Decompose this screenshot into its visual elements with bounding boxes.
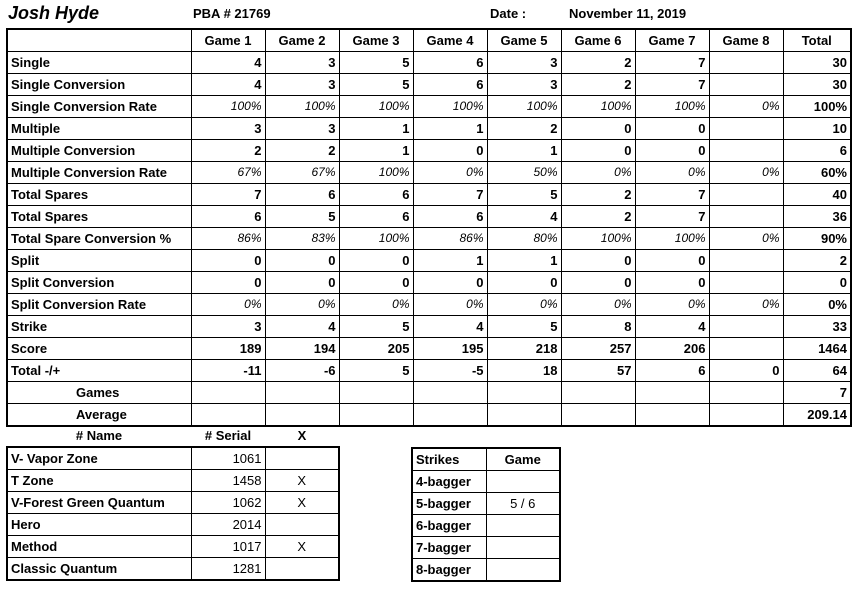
ball-used-mark: X xyxy=(265,492,339,514)
stat-cell: 2 xyxy=(191,140,265,162)
stat-cell: 100% xyxy=(561,228,635,250)
stat-cell: 1 xyxy=(413,118,487,140)
stat-cell: 0 xyxy=(635,250,709,272)
stat-cell: 0 xyxy=(413,272,487,294)
stat-cell: 2 xyxy=(487,118,561,140)
stat-cell: 5 xyxy=(265,206,339,228)
stat-cell: 100% xyxy=(561,96,635,118)
game-stats-table xyxy=(6,28,852,427)
stat-cell xyxy=(709,272,783,294)
stat-cell: 4 xyxy=(635,316,709,338)
ball-serial: 1017 xyxy=(191,536,265,558)
row-label: Split Conversion Rate xyxy=(7,294,191,316)
ball-name: V- Vapor Zone xyxy=(7,447,191,470)
stat-cell: 3 xyxy=(265,52,339,74)
stat-cell xyxy=(191,404,265,427)
ball-name: T Zone xyxy=(7,470,191,492)
stat-cell xyxy=(561,382,635,404)
stat-cell: 0 xyxy=(635,272,709,294)
ball-column-header: # Serial xyxy=(204,428,252,443)
ball-row xyxy=(7,492,339,514)
ball-arsenal-table xyxy=(6,425,340,581)
strikes-column-header: Strikes xyxy=(412,448,486,471)
strikes-row xyxy=(412,493,560,515)
stat-cell: 0% xyxy=(635,294,709,316)
stat-cell: 18 xyxy=(487,360,561,382)
stat-cell: 0 xyxy=(561,250,635,272)
ball-used-mark xyxy=(265,558,339,581)
stat-cell: 6 xyxy=(413,52,487,74)
stat-cell: 2 xyxy=(265,140,339,162)
stat-cell: 2 xyxy=(561,74,635,96)
ball-header-row xyxy=(7,425,339,447)
ball-name: Hero xyxy=(7,514,191,536)
stat-cell xyxy=(709,52,783,74)
ball-column-header: X xyxy=(297,428,307,443)
stat-cell: 5 xyxy=(339,316,413,338)
stat-cell: 67% xyxy=(265,162,339,184)
stat-row xyxy=(7,272,851,294)
stat-cell: 5 xyxy=(487,316,561,338)
column-header: Game 4 xyxy=(413,29,487,52)
stat-cell xyxy=(265,382,339,404)
stat-cell: 1 xyxy=(339,118,413,140)
ball-serial: 1458 xyxy=(191,470,265,492)
ball-used-mark: X xyxy=(265,470,339,492)
stat-cell xyxy=(487,382,561,404)
stat-cell xyxy=(191,382,265,404)
stat-cell xyxy=(635,382,709,404)
stat-cell: 257 xyxy=(561,338,635,360)
stat-cell: 64 xyxy=(783,360,851,382)
stat-cell: 40 xyxy=(783,184,851,206)
stat-cell: 100% xyxy=(339,96,413,118)
stat-cell: 100% xyxy=(487,96,561,118)
stat-row xyxy=(7,96,851,118)
stat-cell: 3 xyxy=(487,74,561,96)
stat-cell: 100% xyxy=(339,162,413,184)
stat-row xyxy=(7,118,851,140)
stat-row xyxy=(7,404,851,427)
stat-cell xyxy=(709,250,783,272)
stat-cell: 4 xyxy=(191,74,265,96)
strike-streak-table xyxy=(411,447,561,582)
stat-cell: 1 xyxy=(413,250,487,272)
stat-cell: 83% xyxy=(265,228,339,250)
ball-name: Method xyxy=(7,536,191,558)
column-header: Game 2 xyxy=(265,29,339,52)
stat-cell: 57 xyxy=(561,360,635,382)
stat-cell: 6 xyxy=(191,206,265,228)
ball-used-mark xyxy=(265,447,339,470)
header-row xyxy=(7,29,851,52)
stat-cell: 0% xyxy=(709,96,783,118)
stat-cell: 6 xyxy=(265,184,339,206)
stat-row xyxy=(7,140,851,162)
row-label: Single Conversion xyxy=(7,74,191,96)
row-label: Multiple Conversion Rate xyxy=(7,162,191,184)
stat-cell: 0 xyxy=(561,272,635,294)
column-header: Game 3 xyxy=(339,29,413,52)
stat-cell: 50% xyxy=(487,162,561,184)
stat-cell: 3 xyxy=(191,118,265,140)
stat-cell: 0 xyxy=(709,360,783,382)
stat-cell xyxy=(413,404,487,427)
stat-cell: 218 xyxy=(487,338,561,360)
stat-cell xyxy=(709,404,783,427)
stat-cell: 3 xyxy=(265,74,339,96)
stat-cell: 7 xyxy=(783,382,851,404)
strike-streak-games xyxy=(486,515,560,537)
stat-row xyxy=(7,338,851,360)
stat-cell: 189 xyxy=(191,338,265,360)
column-header: Game 6 xyxy=(561,29,635,52)
stat-cell: 0% xyxy=(413,294,487,316)
strike-streak-label: 4-bagger xyxy=(412,471,486,493)
stat-cell: 7 xyxy=(635,74,709,96)
ball-column-header: # Name xyxy=(75,428,123,443)
stat-cell: 100% xyxy=(413,96,487,118)
stat-cell: 100% xyxy=(265,96,339,118)
stat-row xyxy=(7,360,851,382)
stat-cell: 5 xyxy=(339,74,413,96)
stat-cell: 4 xyxy=(191,52,265,74)
stat-cell xyxy=(709,382,783,404)
ball-row xyxy=(7,514,339,536)
stat-cell: 0% xyxy=(783,294,851,316)
stat-cell: 0 xyxy=(191,250,265,272)
stat-cell: 0% xyxy=(561,162,635,184)
stat-cell: 67% xyxy=(191,162,265,184)
row-label: Strike xyxy=(7,316,191,338)
stat-cell: 6 xyxy=(339,184,413,206)
stat-cell: 100% xyxy=(339,228,413,250)
stat-cell: 1 xyxy=(339,140,413,162)
stat-cell: 0% xyxy=(265,294,339,316)
stat-cell: 6 xyxy=(635,360,709,382)
stat-cell: 2 xyxy=(561,206,635,228)
row-label: Games xyxy=(7,382,191,404)
stat-row xyxy=(7,382,851,404)
stat-cell xyxy=(709,338,783,360)
column-header: Game 1 xyxy=(191,29,265,52)
ball-serial: 1281 xyxy=(191,558,265,581)
ball-name: V-Forest Green Quantum xyxy=(7,492,191,514)
column-header: Total xyxy=(783,29,851,52)
stat-cell: 100% xyxy=(191,96,265,118)
stat-cell: 86% xyxy=(191,228,265,250)
stat-cell xyxy=(561,404,635,427)
stat-cell xyxy=(339,382,413,404)
stat-cell: -5 xyxy=(413,360,487,382)
stat-cell xyxy=(709,118,783,140)
column-header: Game 8 xyxy=(709,29,783,52)
stat-cell: 2 xyxy=(561,184,635,206)
stat-cell xyxy=(635,404,709,427)
strike-streak-games: 5 / 6 xyxy=(486,493,560,515)
ball-row xyxy=(7,558,339,581)
column-header: Game 5 xyxy=(487,29,561,52)
bowler-name: Josh Hyde xyxy=(8,3,100,23)
stat-cell xyxy=(709,184,783,206)
ball-row xyxy=(7,447,339,470)
stat-cell: 205 xyxy=(339,338,413,360)
stat-cell: 0 xyxy=(561,118,635,140)
ball-row xyxy=(7,470,339,492)
stat-row xyxy=(7,228,851,250)
row-label: Multiple Conversion xyxy=(7,140,191,162)
stat-cell: 1464 xyxy=(783,338,851,360)
stat-cell: 6 xyxy=(413,206,487,228)
strikes-row xyxy=(412,515,560,537)
stat-cell xyxy=(709,74,783,96)
stat-cell: 80% xyxy=(487,228,561,250)
row-label: Single Conversion Rate xyxy=(7,96,191,118)
stat-cell xyxy=(487,404,561,427)
date-label: Date : xyxy=(490,6,527,21)
stat-cell: 3 xyxy=(487,52,561,74)
stat-cell xyxy=(709,140,783,162)
stat-cell: 5 xyxy=(339,360,413,382)
stat-cell: 0% xyxy=(709,162,783,184)
stat-cell: 5 xyxy=(487,184,561,206)
stat-row xyxy=(7,162,851,184)
pba-number: PBA # 21769 xyxy=(193,6,271,21)
strike-streak-label: 7-bagger xyxy=(412,537,486,559)
stat-cell: 100% xyxy=(635,228,709,250)
stat-cell: 10 xyxy=(783,118,851,140)
stat-cell: 0 xyxy=(191,272,265,294)
ball-row xyxy=(7,536,339,558)
header-blank xyxy=(7,29,191,52)
stat-cell: 1 xyxy=(487,250,561,272)
strikes-column-header: Game xyxy=(486,448,560,471)
stat-cell: 8 xyxy=(561,316,635,338)
row-label: Average xyxy=(7,404,191,427)
strikes-row xyxy=(412,471,560,493)
stat-cell: 2 xyxy=(783,250,851,272)
stat-cell: 0 xyxy=(339,272,413,294)
ball-serial: 1062 xyxy=(191,492,265,514)
row-label: Split Conversion xyxy=(7,272,191,294)
stat-cell: 100% xyxy=(635,96,709,118)
stat-row xyxy=(7,52,851,74)
stat-cell: 100% xyxy=(783,96,851,118)
stat-cell: 6 xyxy=(413,74,487,96)
stat-row xyxy=(7,184,851,206)
strikes-header-row xyxy=(412,448,560,471)
stat-cell: 7 xyxy=(635,184,709,206)
stat-cell: 60% xyxy=(783,162,851,184)
stat-cell: 0% xyxy=(191,294,265,316)
stat-cell: 90% xyxy=(783,228,851,250)
strike-streak-label: 8-bagger xyxy=(412,559,486,582)
stat-cell: 0% xyxy=(635,162,709,184)
ball-serial: 1061 xyxy=(191,447,265,470)
stat-cell: 0 xyxy=(413,140,487,162)
stat-cell xyxy=(339,404,413,427)
strike-streak-games xyxy=(486,537,560,559)
row-label: Multiple xyxy=(7,118,191,140)
stat-cell: 0 xyxy=(635,140,709,162)
strike-streak-games xyxy=(486,471,560,493)
row-label: Split xyxy=(7,250,191,272)
stat-cell: 0 xyxy=(783,272,851,294)
strike-streak-label: 6-bagger xyxy=(412,515,486,537)
stat-cell xyxy=(709,206,783,228)
stat-cell: 6 xyxy=(783,140,851,162)
stat-row xyxy=(7,74,851,96)
stat-cell: 6 xyxy=(339,206,413,228)
strikes-row xyxy=(412,559,560,582)
stat-cell: 0 xyxy=(265,250,339,272)
stat-cell: 209.14 xyxy=(783,404,851,427)
stat-cell: 7 xyxy=(191,184,265,206)
column-header: Game 7 xyxy=(635,29,709,52)
stat-cell xyxy=(709,316,783,338)
stat-cell: 0 xyxy=(561,140,635,162)
stat-cell: 3 xyxy=(191,316,265,338)
stat-cell: 4 xyxy=(487,206,561,228)
stat-row xyxy=(7,316,851,338)
stat-row xyxy=(7,294,851,316)
stat-cell: 0% xyxy=(709,228,783,250)
ball-serial: 2014 xyxy=(191,514,265,536)
stat-cell: 30 xyxy=(783,52,851,74)
stat-cell xyxy=(413,382,487,404)
stat-cell: 206 xyxy=(635,338,709,360)
ball-used-mark: X xyxy=(265,536,339,558)
stat-cell: 194 xyxy=(265,338,339,360)
stat-cell: -6 xyxy=(265,360,339,382)
stat-cell: 7 xyxy=(413,184,487,206)
row-label: Score xyxy=(7,338,191,360)
stat-cell: 0% xyxy=(709,294,783,316)
stat-cell: 33 xyxy=(783,316,851,338)
stat-cell: 0 xyxy=(265,272,339,294)
row-label: Single xyxy=(7,52,191,74)
row-label: Total Spares xyxy=(7,184,191,206)
stat-row xyxy=(7,250,851,272)
stat-cell: 36 xyxy=(783,206,851,228)
stat-cell: 0% xyxy=(339,294,413,316)
stat-cell: 7 xyxy=(635,52,709,74)
stat-cell xyxy=(265,404,339,427)
row-label: Total Spares xyxy=(7,206,191,228)
strike-streak-games xyxy=(486,559,560,582)
row-label: Total Spare Conversion % xyxy=(7,228,191,250)
stat-cell: 1 xyxy=(487,140,561,162)
strikes-row xyxy=(412,537,560,559)
ball-name: Classic Quantum xyxy=(7,558,191,581)
stat-cell: 0% xyxy=(487,294,561,316)
stat-cell: 5 xyxy=(339,52,413,74)
date-value: November 11, 2019 xyxy=(569,6,687,21)
stat-row xyxy=(7,206,851,228)
stat-cell: 0 xyxy=(635,118,709,140)
stat-cell: 0% xyxy=(413,162,487,184)
stat-cell: 195 xyxy=(413,338,487,360)
stat-cell: 0 xyxy=(487,272,561,294)
stat-cell: 4 xyxy=(413,316,487,338)
ball-used-mark xyxy=(265,514,339,536)
stat-cell: 2 xyxy=(561,52,635,74)
stat-cell: 4 xyxy=(265,316,339,338)
stat-cell: -11 xyxy=(191,360,265,382)
strike-streak-label: 5-bagger xyxy=(412,493,486,515)
stat-cell: 86% xyxy=(413,228,487,250)
row-label: Total -/+ xyxy=(7,360,191,382)
stat-cell: 7 xyxy=(635,206,709,228)
stat-cell: 0 xyxy=(339,250,413,272)
stat-cell: 30 xyxy=(783,74,851,96)
stat-cell: 3 xyxy=(265,118,339,140)
stat-cell: 0% xyxy=(561,294,635,316)
